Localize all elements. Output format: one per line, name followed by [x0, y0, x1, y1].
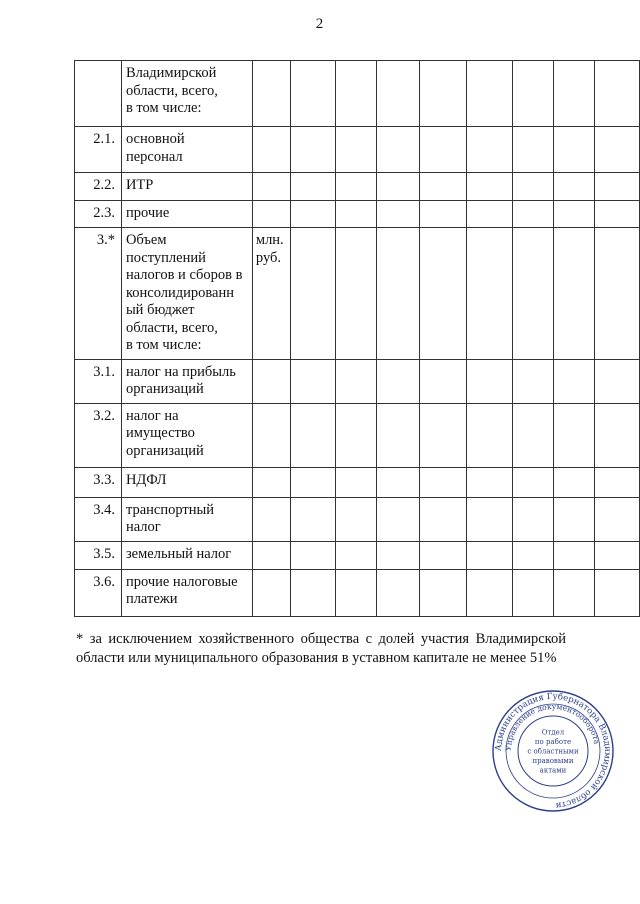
indicator-name-cell: [121, 201, 252, 228]
value-cell: [595, 541, 640, 569]
value-cell: [290, 359, 335, 403]
value-cell: [419, 403, 467, 467]
stamp-center-line: по работе: [534, 738, 572, 747]
unit-cell: [252, 569, 290, 616]
value-cell: [554, 497, 595, 541]
indicator-name-cell: [121, 541, 252, 569]
value-cell: [595, 359, 640, 403]
value-cell: [595, 228, 640, 360]
value-cell: [513, 467, 554, 497]
indicator-name-line: налогов и сборов в: [125, 267, 243, 283]
row-number-cell: 3.*: [75, 228, 122, 360]
value-cell: [554, 359, 595, 403]
indicator-name-cell: [121, 61, 252, 127]
stamp-center-text: [527, 729, 579, 775]
page-number: 2: [315, 16, 325, 32]
value-cell: [290, 61, 335, 127]
value-cell: [467, 467, 513, 497]
value-cell: [376, 359, 419, 403]
value-cell: [290, 201, 335, 228]
indicator-name-cell: [121, 497, 252, 541]
value-cell: [335, 359, 376, 403]
value-cell: [335, 467, 376, 497]
value-cell: [513, 201, 554, 228]
indicator-name-line: земельный налог: [125, 545, 232, 562]
value-cell: [376, 541, 419, 569]
table-row: [75, 359, 640, 403]
value-cell: [290, 467, 335, 497]
unit-cell: [252, 127, 290, 173]
value-cell: [290, 228, 335, 360]
indicator-name-line: транспортный: [125, 501, 214, 518]
indicator-name-cell: [121, 127, 252, 173]
indicator-name-line: ИТР: [125, 177, 154, 193]
value-cell: [554, 127, 595, 173]
unit-cell: [252, 541, 290, 569]
unit-line: руб.: [255, 249, 282, 266]
unit-cell: [252, 173, 290, 201]
value-cell: [419, 569, 467, 616]
data-table: [74, 60, 640, 617]
value-cell: [335, 403, 376, 467]
row-number-cell: 3.2.: [75, 403, 122, 467]
value-cell: [376, 61, 419, 127]
unit-cell: [252, 359, 290, 403]
indicator-name-cell: [121, 467, 252, 497]
indicator-name-line: Владимирской: [125, 65, 217, 81]
value-cell: [335, 541, 376, 569]
value-cell: [335, 569, 376, 616]
value-cell: [376, 467, 419, 497]
value-cell: [467, 541, 513, 569]
value-cell: [419, 201, 467, 228]
unit-cell: [252, 228, 290, 360]
unit-cell: [252, 61, 290, 127]
value-cell: [595, 467, 640, 497]
value-cell: [290, 569, 335, 616]
value-cell: [513, 127, 554, 173]
table-row: [75, 201, 640, 228]
indicator-name-line: имущество: [125, 425, 195, 441]
value-cell: [554, 541, 595, 569]
value-cell: [595, 569, 640, 616]
value-cell: [376, 201, 419, 228]
indicator-name-line: Объем: [125, 232, 167, 248]
indicator-name-line: НДФЛ: [125, 471, 167, 488]
value-cell: [419, 541, 467, 569]
value-cell: [419, 497, 467, 541]
value-cell: [513, 61, 554, 127]
value-cell: [419, 173, 467, 201]
indicator-name-cell: [121, 403, 252, 467]
value-cell: [595, 127, 640, 173]
table-row: [75, 61, 640, 127]
unit-line: млн.: [255, 232, 284, 248]
stamp-inner-text: Управление документооборота: [503, 701, 602, 752]
indicator-name-line: персонал: [125, 148, 183, 165]
indicator-name-line: налог на прибыль: [125, 363, 236, 380]
indicator-name-cell: [121, 359, 252, 403]
indicator-name-line: области, всего,: [125, 82, 218, 99]
indicator-name-cell: [121, 228, 252, 360]
table-row: [75, 173, 640, 201]
value-cell: [467, 61, 513, 127]
indicator-name-line: организаций: [125, 442, 204, 459]
value-cell: [513, 569, 554, 616]
value-cell: [467, 201, 513, 228]
indicator-name-line: прочие: [125, 205, 170, 221]
indicator-name-line: в том числе:: [125, 337, 202, 353]
table-row: [75, 569, 640, 616]
value-cell: [554, 569, 595, 616]
value-cell: [513, 541, 554, 569]
table-row: [75, 228, 640, 360]
value-cell: [467, 359, 513, 403]
value-cell: [290, 541, 335, 569]
indicator-name-line: области, всего,: [125, 319, 218, 336]
value-cell: [595, 173, 640, 201]
indicator-name-line: основной: [125, 131, 185, 147]
value-cell: [335, 228, 376, 360]
stamp-center-line: актами: [539, 766, 567, 775]
value-cell: [513, 497, 554, 541]
indicator-name-cell: [121, 569, 252, 616]
value-cell: [290, 173, 335, 201]
indicator-name-line: платежи: [125, 591, 178, 607]
row-number-cell: 3.3.: [75, 467, 122, 497]
value-cell: [419, 228, 467, 360]
value-cell: [290, 403, 335, 467]
table-row: [75, 403, 640, 467]
value-cell: [513, 173, 554, 201]
footnote: * за исключением хозяйственного общества с долей участия Владимирской области или муниципального образования в уставном капитале не менее 51%: [76, 631, 566, 666]
unit-cell: [252, 201, 290, 228]
value-cell: [554, 61, 595, 127]
value-cell: [376, 228, 419, 360]
indicator-name-line: ый бюджет: [125, 302, 195, 318]
value-cell: [290, 127, 335, 173]
value-cell: [467, 569, 513, 616]
value-cell: [595, 497, 640, 541]
row-number-cell: 2.2.: [75, 173, 122, 201]
value-cell: [595, 403, 640, 467]
stamp-center-line: правовыми: [532, 756, 574, 765]
value-cell: [467, 228, 513, 360]
value-cell: [335, 201, 376, 228]
row-number-cell: 3.1.: [75, 359, 122, 403]
value-cell: [419, 127, 467, 173]
row-number-cell: 2.1.: [75, 127, 122, 173]
value-cell: [419, 359, 467, 403]
value-cell: [467, 497, 513, 541]
row-number-cell: 3.5.: [75, 541, 122, 569]
table-row: [75, 467, 640, 497]
table-row: [75, 497, 640, 541]
value-cell: [376, 127, 419, 173]
table-row: [75, 127, 640, 173]
row-number-cell: 3.6.: [75, 569, 122, 616]
value-cell: [335, 61, 376, 127]
value-cell: [335, 173, 376, 201]
value-cell: [376, 569, 419, 616]
value-cell: [554, 173, 595, 201]
indicator-name-line: прочие налоговые: [125, 573, 238, 590]
unit-cell: [252, 467, 290, 497]
value-cell: [513, 228, 554, 360]
value-cell: [513, 403, 554, 467]
row-number-cell: [75, 61, 122, 127]
stamp-center-line: Отдел: [541, 728, 565, 737]
indicator-name-line: налог: [125, 519, 161, 535]
value-cell: [595, 201, 640, 228]
unit-cell: [252, 497, 290, 541]
value-cell: [335, 497, 376, 541]
value-cell: [554, 403, 595, 467]
indicator-name-line: консолидированн: [125, 284, 234, 301]
stamp-outer-text: Администрация Губернатора Владимирской области: [493, 691, 613, 810]
value-cell: [467, 127, 513, 173]
value-cell: [419, 467, 467, 497]
value-cell: [419, 61, 467, 127]
indicator-name-line: в том числе:: [125, 100, 202, 116]
unit-cell: [252, 403, 290, 467]
value-cell: [554, 228, 595, 360]
indicator-name-line: налог на: [125, 407, 179, 424]
indicator-name-cell: [121, 173, 252, 201]
stamp-center-line: с областными: [527, 747, 579, 756]
indicator-name-line: поступлений: [125, 249, 206, 266]
value-cell: [513, 359, 554, 403]
value-cell: [335, 127, 376, 173]
official-stamp: [491, 689, 615, 813]
value-cell: [376, 497, 419, 541]
value-cell: [376, 173, 419, 201]
row-number-cell: 2.3.: [75, 201, 122, 228]
value-cell: [467, 403, 513, 467]
value-cell: [554, 201, 595, 228]
row-number-cell: 3.4.: [75, 497, 122, 541]
value-cell: [554, 467, 595, 497]
table-row: [75, 541, 640, 569]
indicator-name-line: организаций: [125, 381, 204, 397]
value-cell: [376, 403, 419, 467]
value-cell: [467, 173, 513, 201]
value-cell: [290, 497, 335, 541]
value-cell: [595, 61, 640, 127]
